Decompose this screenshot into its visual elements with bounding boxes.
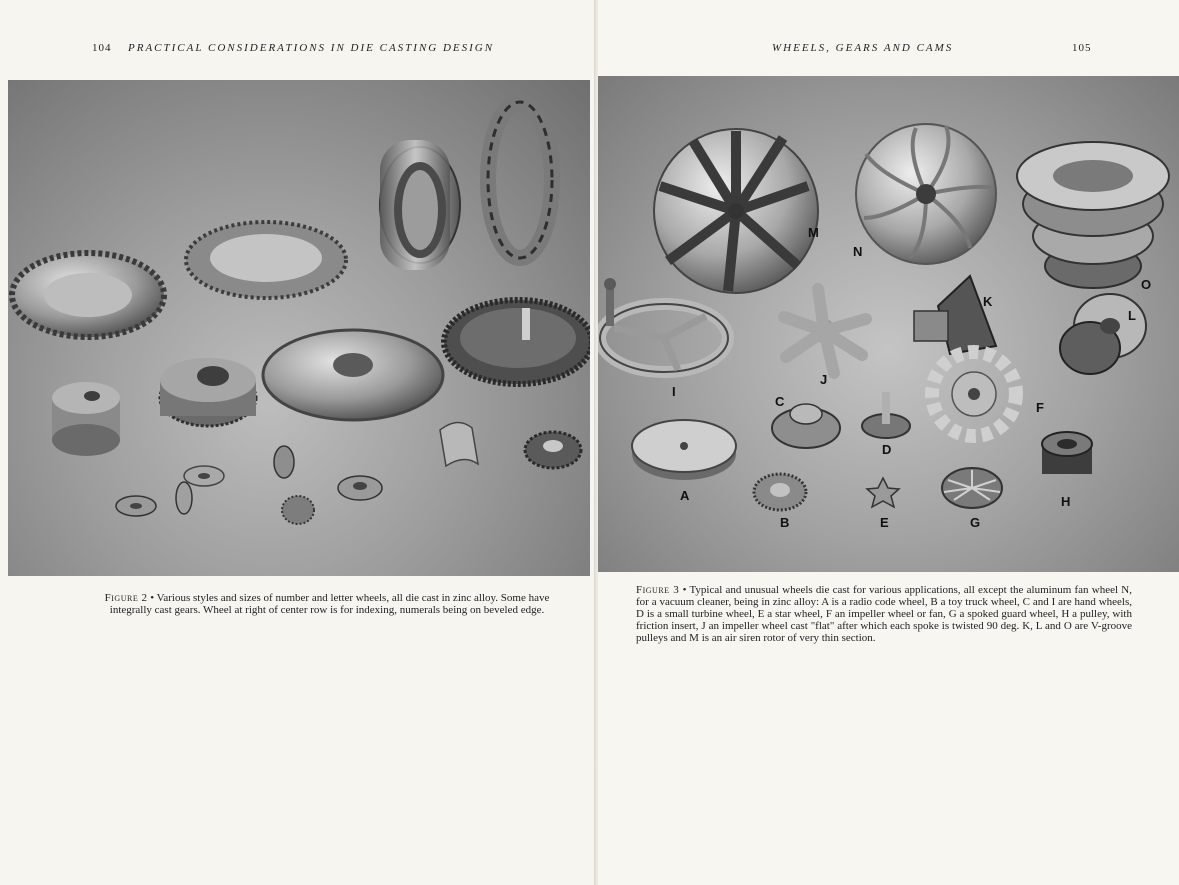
label-o: O — [1141, 277, 1152, 292]
impeller-wheel-j — [784, 289, 866, 373]
fan-wheel-n — [856, 124, 996, 264]
star-wheel-e — [867, 478, 899, 507]
label-j: J — [820, 372, 828, 387]
label-e: E — [880, 515, 889, 530]
label-h: H — [1061, 494, 1071, 509]
letter-wheel-ring — [488, 102, 552, 258]
figure-3-caption — [636, 584, 1132, 644]
right-page — [598, 0, 1179, 885]
figure-3-photo — [598, 76, 1179, 572]
hand-wheel-i — [600, 278, 728, 372]
label-m: M — [808, 225, 819, 240]
figure-2-photo — [8, 80, 590, 576]
figure-3-separator: • — [682, 584, 687, 596]
figure-2-label: Figure 2 — [104, 592, 148, 604]
small-wheel-6 — [282, 496, 314, 524]
small-wheel-4 — [176, 482, 192, 514]
left-page-number: 104 — [92, 42, 112, 54]
label-i: I — [672, 384, 676, 399]
left-running-head: PRACTICAL CONSIDERATIONS IN DIE CASTING DESIGN — [128, 42, 495, 54]
siren-rotor-m — [654, 129, 818, 293]
figure-3-illustration — [598, 76, 1179, 572]
label-k: K — [983, 294, 993, 309]
label-f: F — [1036, 400, 1044, 415]
figure-2-caption — [96, 592, 558, 616]
label-d: D — [882, 442, 892, 457]
label-n: N — [853, 244, 863, 259]
pulley-k — [914, 276, 996, 354]
spoked-guard-wheel-g — [942, 468, 1002, 508]
label-g: G — [970, 515, 981, 530]
curved-segment — [440, 422, 478, 466]
right-page-number: 105 — [1072, 42, 1092, 54]
hand-wheel-c — [772, 404, 840, 448]
turbine-wheel-d — [862, 392, 910, 438]
toy-truck-wheel-b — [754, 474, 806, 510]
figure-2-caption-text: Various styles and sizes of number and letter wheels, all die cast in zinc alloy. Some have integrally cast gears. Wheel at right of center row is for indexing, numerals being on beveled edge. — [109, 592, 550, 616]
number-wheel-drum — [380, 140, 460, 270]
label-c: C — [775, 394, 785, 409]
right-running-head: WHEELS, GEARS AND CAMS — [772, 42, 954, 54]
figure-3-label: Figure 3 — [636, 584, 680, 596]
impeller-fan-f — [932, 352, 1016, 436]
small-drum — [52, 382, 120, 456]
geared-drum — [160, 358, 256, 426]
label-a: A — [680, 488, 690, 503]
radio-code-wheel-a — [632, 420, 736, 480]
figure-2-illustration — [8, 80, 590, 576]
pulley-o — [1017, 142, 1169, 288]
label-b: B — [780, 515, 790, 530]
pulley-l — [1060, 294, 1146, 374]
label-l: L — [1128, 308, 1136, 323]
figure-2-separator: • — [150, 592, 155, 604]
pulley-h — [1042, 432, 1092, 474]
figure-3-caption-text: Typical and unusual wheels die cast for various applications, all except the aluminum fan wheel N, for a vacuum cleaner, being in zinc alloy: A is a radio code wheel, B a toy truck wheel, C and I are hand wheels, D is a small turbine wheel, E a star wheel, F an impeller wheel or fan, G a spoked guard wheel, H a pulley, with friction insert, J an impeller wheel cast "flat" after which each spoke is twisted 90 deg. K, L and O are V-groove pulleys and M is an air siren rotor of very thin section. — [636, 584, 1133, 644]
small-wheel-1 — [274, 446, 294, 478]
